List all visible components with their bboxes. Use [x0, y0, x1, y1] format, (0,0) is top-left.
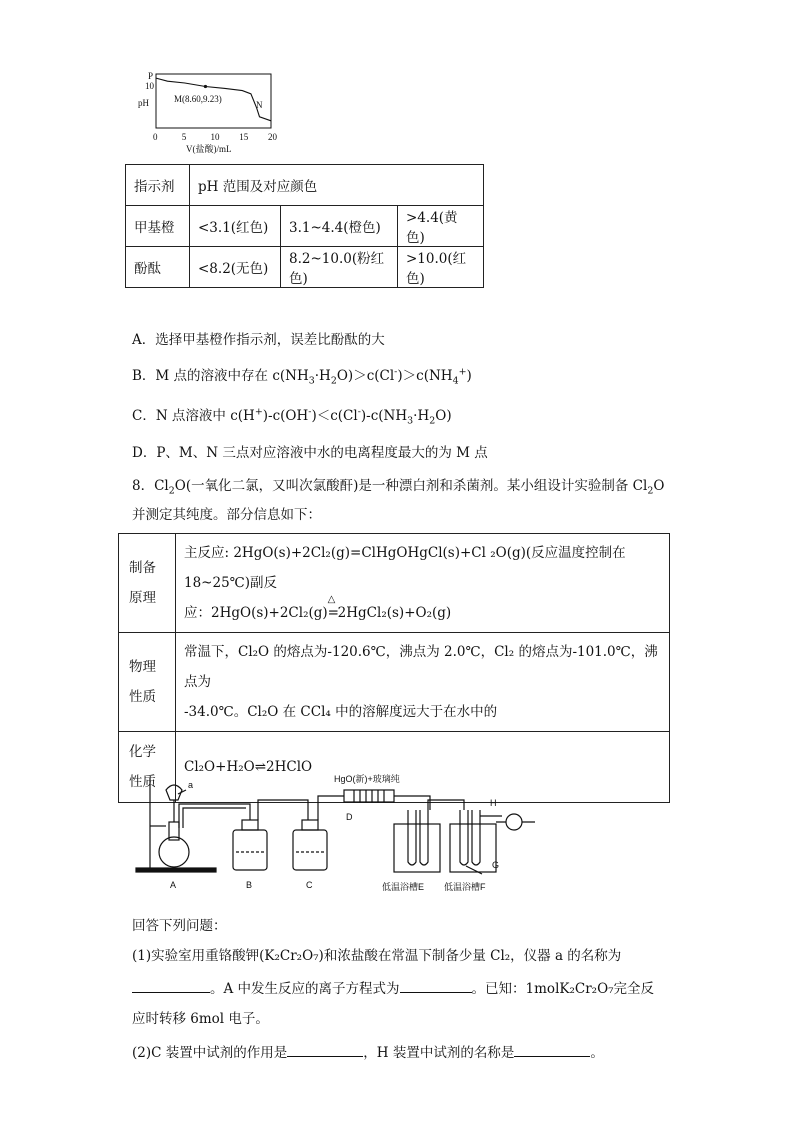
table-cell: 甲基橙 — [126, 206, 190, 247]
label-f: 低温浴槽F — [444, 882, 486, 892]
question-1-line2: 。A 中发生反应的离子方程式为 。已知：1molK₂Cr₂O₇完全反 — [132, 978, 654, 998]
table-row — [126, 165, 484, 206]
x-tick-label: 10 — [210, 132, 220, 142]
x-tick-label: 20 — [268, 132, 277, 142]
option-a: A．选择甲基橙作指示剂，误差比酚酞的大 — [132, 332, 385, 348]
x-tick-labels — [153, 132, 278, 142]
label-b: B — [246, 880, 253, 890]
point-m-marker — [204, 85, 207, 88]
option-c: C．N 点溶液中 $c(H^+)-c(OH^-)<c(Cl^-)-c(NH_3\cdot H_2O)$ — [132, 406, 452, 427]
table-cell: 指示剂 — [126, 165, 190, 206]
question-2: (2)C 装置中试剂的作用是 ，H 装置中试剂的名称是 。 — [132, 1042, 604, 1062]
row-header-physical: 物理性质 — [119, 633, 176, 732]
label-c: C — [306, 880, 313, 890]
physical-content: 常温下，Cl₂O 的熔点为-120.6℃，沸点为 2.0℃，Cl₂ 的熔点为-101.0℃，沸点为 -34.0℃。Cl₂O 在 CCl₄ 中的溶解度远大于在水中的 — [176, 633, 670, 732]
x-axis-label: V(盐酸)/mL — [186, 144, 232, 154]
y-axis-label: pH — [138, 98, 149, 108]
titration-chart — [136, 68, 286, 158]
question-8-intro: 8．$Cl_2O$(一氧化二氯，又叫次氯酸酐)是一种漂白剂和杀菌剂。某小组设计实验制备 $Cl_2O$ — [132, 478, 665, 497]
table-cell: pH 范围及对应颜色 — [190, 165, 484, 206]
label-a-small: a — [188, 780, 194, 790]
table-row — [119, 534, 670, 633]
y-tick-label: 10 — [145, 81, 154, 91]
chemical-content: Cl₂O+H₂O⇌2HClO — [176, 732, 670, 803]
label-g: G — [492, 860, 500, 870]
table-cell: 酚酞 — [126, 247, 190, 288]
x-tick-label: 0 — [153, 132, 158, 142]
table-row — [126, 206, 484, 247]
row-header-preparation: 制备原理 — [119, 534, 176, 633]
label-e: 低温浴槽E — [382, 882, 425, 892]
table-cell: >10.0(红色) — [398, 247, 484, 288]
table-row — [119, 633, 670, 732]
questions-intro: 回答下列问题： — [132, 918, 227, 934]
option-b: B．M 点的溶液中存在 $c(NH_3\cdot H_2O)>c(Cl^-)>c(NH_4^+)$ — [132, 366, 472, 387]
table-cell: <3.1(红色) — [190, 206, 281, 247]
label-d: D — [346, 812, 353, 822]
point-label-m: M(8.60,9.23) — [174, 94, 222, 104]
table-cell: >4.4(黄色) — [398, 206, 484, 247]
info-table — [118, 533, 670, 803]
apparatus-diagram — [130, 770, 550, 898]
table-cell: 3.1~4.4(橙色) — [281, 206, 398, 247]
table-row — [126, 247, 484, 288]
point-label-n: N — [256, 100, 263, 110]
heat-condition-symbol: △ — [327, 594, 336, 605]
table-cell: <8.2(无色) — [190, 247, 281, 288]
table-cell: 8.2~10.0(粉红色) — [281, 247, 398, 288]
option-d: D．P、M、N 三点对应溶液中水的电离程度最大的为 M 点 — [132, 445, 488, 461]
indicator-table — [125, 164, 484, 288]
label-a: A — [170, 880, 177, 890]
label-h: H — [490, 798, 497, 808]
question-8-intro-line2: 并测定其纯度。部分信息如下： — [132, 507, 321, 523]
row-header-chemical: 化学性质 — [119, 732, 176, 803]
question-1-line1: (1)实验室用重铬酸钾(K₂Cr₂O₇)和浓盐酸在常温下制备少量 Cl₂，仪器 a 的名称为 — [132, 948, 622, 964]
x-tick-label: 5 — [181, 132, 187, 142]
x-tick-label: 15 — [239, 132, 249, 142]
point-label-p: P — [148, 71, 154, 81]
label-d-top: HgO(新)+玻璃纯 — [334, 774, 400, 784]
question-1-line3: 应时转移 6mol 电子。 — [132, 1011, 269, 1027]
preparation-content: 主反应: 2HgO(s)+2Cl₂(g)=ClHgOHgCl(s)+Cl ₂O(g)(反应温度控制在 18~25℃)副反 应：2HgO(s)+2Cl₂(g) △ =2HgCl₂(s)+O₂(g) — [176, 534, 670, 633]
answer-blank[interactable] — [400, 978, 472, 993]
answer-blank[interactable] — [287, 1042, 363, 1057]
answer-blank[interactable] — [132, 978, 210, 993]
answer-blank[interactable] — [514, 1042, 590, 1057]
